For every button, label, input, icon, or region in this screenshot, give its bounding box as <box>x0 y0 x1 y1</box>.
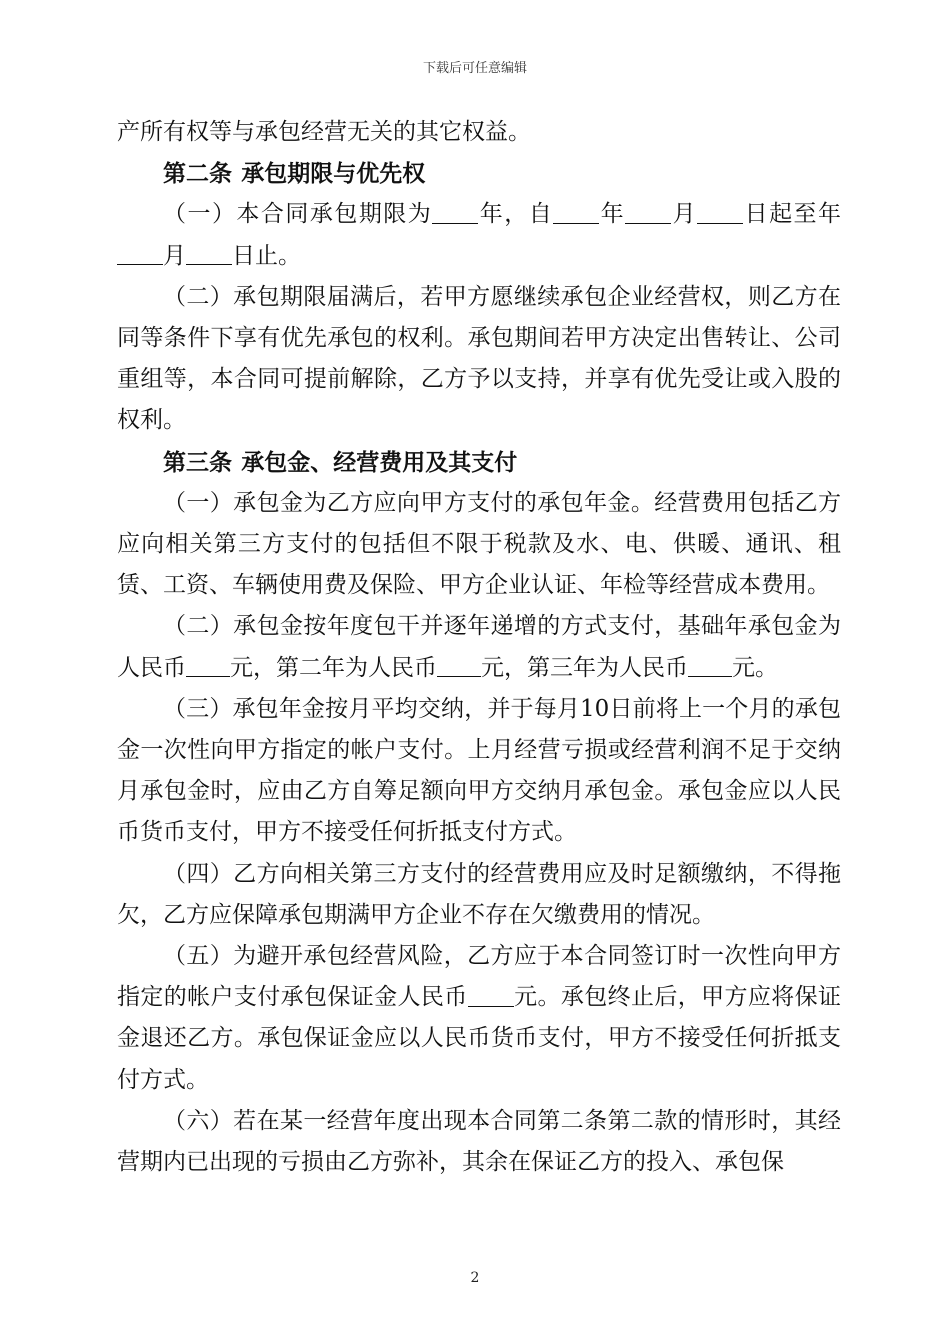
blank-underline <box>186 653 230 677</box>
clause-text: （一）本合同承包期限为 <box>163 201 433 228</box>
article-2-clause-2: （二）承包期限届满后，若甲方愿继续承包企业经营权，则乙方在同等条件下享有优先承包的权利。承包期间若甲方决定出售转让、公司重组等，本合同可提前解除，乙方予以支持，并享有优先受让或入股的权利。 <box>117 283 841 434</box>
article-3-title: 承包金、经营费用及其支付 <box>241 448 518 476</box>
article-2-heading <box>117 153 841 194</box>
article-3-clause-6: （六）若在某一经营年度出现本合同第二条第二款的情形时，其经营期内已出现的亏损由乙方弥补，其余在保证乙方的投入、承包保 <box>117 1107 841 1176</box>
document-body <box>117 112 841 1183</box>
clause-text: 元。承包终止后，甲方应将保证金退还乙方。承包保证金应以人民币货币支付，甲方不接受任何折抵支付方式。 <box>117 984 842 1093</box>
article-2-number: 第二条 <box>163 160 232 188</box>
blank-underline <box>625 200 671 224</box>
blank-underline <box>688 653 732 677</box>
clause-text: 元，第三年为人民币 <box>481 654 688 681</box>
clause-text: 年，自 <box>478 201 554 228</box>
clause-text: 年 <box>599 201 626 228</box>
article-3-heading <box>117 442 841 483</box>
article-3-clause-2 <box>117 606 841 688</box>
blank-underline <box>117 241 163 265</box>
blank-underline <box>553 200 599 224</box>
article-3-clause-5 <box>117 936 841 1101</box>
blank-underline <box>468 983 514 1007</box>
blank-underline <box>432 200 478 224</box>
page-number: 2 <box>470 1270 480 1286</box>
blank-underline <box>697 200 743 224</box>
clause-text: 日止。 <box>232 242 301 269</box>
page-header: 下载后可任意编辑 <box>422 61 527 76</box>
clause-text: 月 <box>163 242 186 269</box>
clause-text: 元，第二年为人民币 <box>230 654 437 681</box>
article-3-clause-1: （一）承包金为乙方应向甲方支付的承包年金。经营费用包括乙方应向相关第三方支付的包括但不限于税款及水、电、供暖、通讯、租赁、工资、车辆使用费及保险、甲方企业认证、年检等经营成本费用。 <box>117 489 841 599</box>
blank-underline <box>437 653 481 677</box>
clause-text: （二）承包金按年度包干并逐年递增的方式支付，基础年承包金为人民币 <box>117 613 841 681</box>
article-3-clause-4: （四）乙方向相关第三方支付的经营费用应及时足额缴纳，不得拖欠，乙方应保障承包期满甲方企业不存在欠缴费用的情况。 <box>117 860 841 928</box>
article-2-clause-1 <box>117 194 841 276</box>
clause-text: （五）为避开承包经营风险，乙方应于本合同签订时一次性向甲方指定的帐户支付承包保证金人民币 <box>117 943 841 1011</box>
article-3-number: 第三条 <box>163 448 232 476</box>
clause-text: 月 <box>671 201 698 228</box>
clause-text: 日起至年 <box>743 201 842 228</box>
blank-underline <box>186 241 232 265</box>
article-3-clause-3: （三）承包年金按月平均交纳，并于每月10日前将上一个月的承包金一次性向甲方指定的帐户支付。上月经营亏损或经营利润不足于交纳月承包金时，应由乙方自筹足额向甲方交纳月承包金。承包金应以人民币货币支付，甲方不接受任何折抵支付方式。 <box>117 695 841 846</box>
paragraph-continuation: 产所有权等与承包经营无关的其它权益。 <box>117 119 531 145</box>
article-2-title: 承包期限与优先权 <box>241 160 426 188</box>
clause-text: 元。 <box>732 654 778 681</box>
